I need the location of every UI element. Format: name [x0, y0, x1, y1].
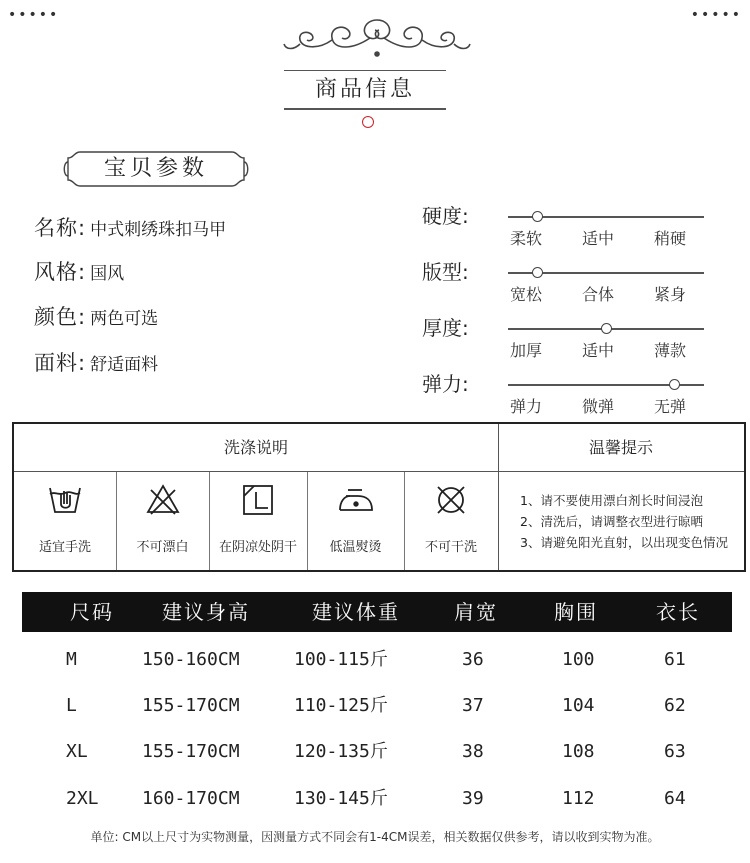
scale-fit [422, 260, 712, 308]
size-cell: 61 [664, 649, 686, 670]
info-key: 风格: [34, 260, 87, 284]
table-row [22, 691, 732, 721]
swirl-ornament-icon [282, 14, 472, 60]
scale-elasticity [422, 372, 712, 420]
scale-knob [669, 379, 680, 390]
size-cell: 63 [664, 741, 686, 762]
size-cell: 62 [664, 695, 686, 716]
scale-key: 弹力: [422, 372, 469, 396]
info-key: 颜色: [34, 305, 87, 329]
size-cell: 120-135斤 [294, 741, 388, 762]
info-value: 舒适面料 [90, 355, 159, 375]
care-item [116, 472, 209, 572]
table-row [22, 737, 732, 767]
size-cell: 150-160CM [142, 649, 240, 670]
info-value: 两色可选 [90, 309, 159, 329]
scale-option: 紧身 [654, 285, 687, 304]
scale-option: 宽松 [510, 285, 543, 304]
size-cell: 38 [462, 741, 484, 762]
scale-option: 微弹 [582, 397, 615, 416]
corner-dots-right: ••••• [690, 7, 742, 23]
size-cell: 36 [462, 649, 484, 670]
corner-dots-left: ••••• [8, 7, 60, 23]
size-header-cell: 衣长 [656, 600, 700, 624]
section-label: 宝贝参数 [62, 148, 250, 190]
info-key: 面料: [34, 351, 87, 375]
care-label: 在阴凉处阴干 [218, 540, 297, 555]
scale-option: 无弹 [654, 397, 687, 416]
scale-key: 硬度: [422, 204, 469, 228]
table-row [22, 784, 732, 814]
title-ring-icon [362, 116, 374, 128]
care-label: 不可干洗 [424, 540, 477, 555]
scale-option: 适中 [582, 229, 615, 248]
size-cell: 155-170CM [142, 695, 240, 716]
size-cell: 39 [462, 788, 484, 809]
size-table-header [22, 592, 732, 632]
scale-option: 弹力 [510, 397, 543, 416]
info-row-style [34, 257, 124, 287]
scale-knob [601, 323, 612, 334]
size-cell: L [66, 695, 77, 716]
size-cell: 37 [462, 695, 484, 716]
care-item [404, 472, 498, 572]
tip-item: 1、请不要使用漂白剂长时间浸泡 [520, 493, 703, 508]
low-iron-icon [336, 482, 376, 518]
no-bleach-icon [145, 482, 181, 518]
no-dry-clean-icon [433, 482, 469, 518]
size-note: 单位: CM以上尺寸为实物测量，因测量方式不同会有1-4CM误差，相关数据仅供参考，请以收到实物为准。 [90, 830, 660, 844]
scale-option: 合体 [582, 285, 615, 304]
table-row [22, 645, 732, 675]
size-header-cell: 肩宽 [454, 600, 498, 624]
care-item [307, 472, 404, 572]
scale-option: 薄款 [654, 341, 687, 360]
size-cell: 160-170CM [142, 788, 240, 809]
scale-knob [532, 267, 543, 278]
size-cell: 108 [562, 741, 595, 762]
info-row-color [34, 302, 158, 332]
care-label: 低温熨烫 [329, 540, 382, 555]
size-cell: M [66, 649, 77, 670]
scale-option: 柔软 [510, 229, 543, 248]
size-header-cell: 建议体重 [312, 600, 400, 624]
scale-key: 版型: [422, 260, 469, 284]
size-header-cell: 尺码 [70, 600, 114, 624]
hand-wash-icon [47, 482, 83, 518]
info-row-fabric [34, 348, 158, 378]
care-table [12, 422, 746, 572]
scale-hardness [422, 204, 712, 252]
washing-title: 洗涤说明 [14, 424, 498, 472]
tip-item: 3、请避免阳光直射，以出现变色情况 [520, 535, 728, 550]
size-cell: 64 [664, 788, 686, 809]
tips-title: 温馨提示 [498, 424, 744, 472]
size-cell: 130-145斤 [294, 788, 388, 809]
page-title: 商品信息 [284, 70, 446, 110]
size-header-cell: 胸围 [554, 600, 598, 624]
scale-option: 加厚 [510, 341, 543, 360]
scale-option: 适中 [582, 341, 615, 360]
care-divider [498, 424, 499, 570]
info-value: 中式刺绣珠扣马甲 [90, 220, 227, 240]
size-cell: 100-115斤 [294, 649, 388, 670]
size-cell: XL [66, 741, 88, 762]
info-value: 国风 [90, 264, 125, 284]
tips-list [520, 490, 728, 553]
care-item [14, 472, 116, 572]
size-cell: 104 [562, 695, 595, 716]
scale-key: 厚度: [422, 316, 469, 340]
info-row-name [34, 213, 226, 243]
scale-thickness [422, 316, 712, 364]
info-key: 名称: [34, 216, 87, 240]
size-cell: 155-170CM [142, 741, 240, 762]
scale-knob [532, 211, 543, 222]
size-header-cell: 建议身高 [162, 600, 250, 624]
size-cell: 2XL [66, 788, 99, 809]
shade-dry-icon [240, 482, 276, 518]
size-cell: 110-125斤 [294, 695, 388, 716]
scale-option: 稍硬 [654, 229, 687, 248]
care-label: 不可漂白 [136, 540, 189, 555]
tip-item: 2、清洗后，请调整衣型进行晾晒 [520, 514, 703, 529]
size-cell: 112 [562, 788, 595, 809]
care-label: 适宜手洗 [38, 540, 91, 555]
care-item [209, 472, 307, 572]
size-cell: 100 [562, 649, 595, 670]
